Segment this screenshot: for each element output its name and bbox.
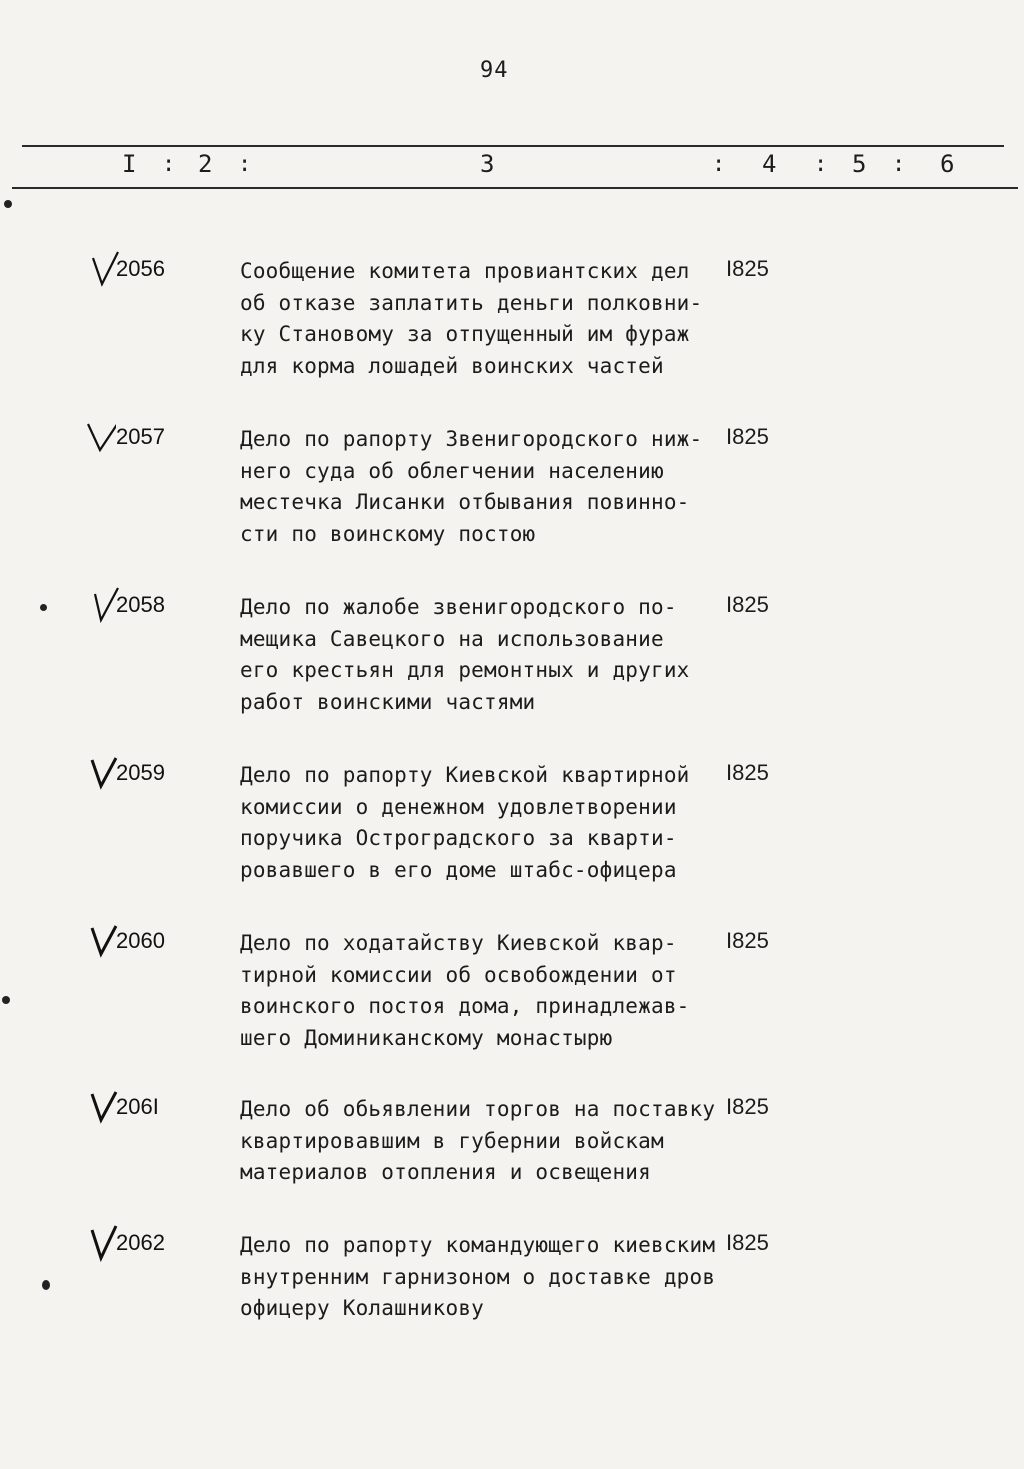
- entry-number: 2057: [116, 424, 165, 449]
- entry-year: I825: [726, 592, 769, 617]
- entry-description: Дело по рапорту Киевской квартирной комиссии о денежном удовлетворении поручика Остроградского за кварти- ровавшего в его доме штабс-офицера: [240, 763, 690, 882]
- entry-number: 2056: [116, 256, 165, 281]
- scan-speck: [4, 200, 12, 208]
- scan-speck: [40, 604, 47, 611]
- entry-description: Сообщение комитета провиантских дел об отказе заплатить деньги полковни- ку Становому за отпущенный им фураж для корма лошадей воинских частей: [240, 259, 703, 378]
- column-1-heading: I: [122, 150, 137, 178]
- entry-number: 2060: [116, 928, 165, 953]
- entry-year: I825: [726, 1094, 769, 1119]
- entry-description: Дело по рапорту командующего киевским внутренним гарнизоном о доставке дров офицеру Колашникову: [240, 1233, 716, 1320]
- entry-description: Дело об обьявлении торгов на поставку квартировавшим в губернии войскам материалов отопления и освещения: [240, 1097, 716, 1184]
- column-3-heading: 3: [480, 150, 495, 178]
- entry-year: I825: [726, 928, 769, 953]
- entry-year: I825: [726, 424, 769, 449]
- column-separator: :: [892, 152, 906, 177]
- column-2-heading: 2: [198, 150, 213, 178]
- column-separator: :: [712, 152, 726, 177]
- header-top-rule: [22, 145, 1004, 147]
- scan-speck: [42, 1280, 50, 1290]
- column-separator: :: [162, 152, 176, 177]
- entry-description: Дело по рапорту Звенигородского ниж- него суда об облегчении населению местечка Лисанки отбывания повинно- сти по воинскому постою: [240, 427, 703, 546]
- entry-number: 2059: [116, 760, 165, 785]
- entry-number: 206I: [116, 1094, 159, 1119]
- entry-year: I825: [726, 760, 769, 785]
- scan-speck: [2, 996, 10, 1004]
- entry-number: 2058: [116, 592, 165, 617]
- column-4-heading: 4: [762, 150, 777, 178]
- page-number: 94: [480, 58, 509, 83]
- column-separator: :: [814, 152, 828, 177]
- entry-description: Дело по жалобе звенигородского по- мещика Савецкого на использование его крестьян для ремонтных и других работ воинскими частями: [240, 595, 690, 714]
- entry-number: 2062: [116, 1230, 165, 1255]
- entry-description: Дело по ходатайству Киевской квар- тирной комиссии об освобождении от воинского постоя дома, принадлежав- шего Доминиканскому монастырю: [240, 931, 690, 1050]
- entry-year: I825: [726, 1230, 769, 1255]
- column-separator: :: [238, 152, 252, 177]
- column-6-heading: 6: [940, 150, 955, 178]
- column-5-heading: 5: [852, 150, 867, 178]
- entry-year: I825: [726, 256, 769, 281]
- header-bottom-rule: [12, 187, 1018, 189]
